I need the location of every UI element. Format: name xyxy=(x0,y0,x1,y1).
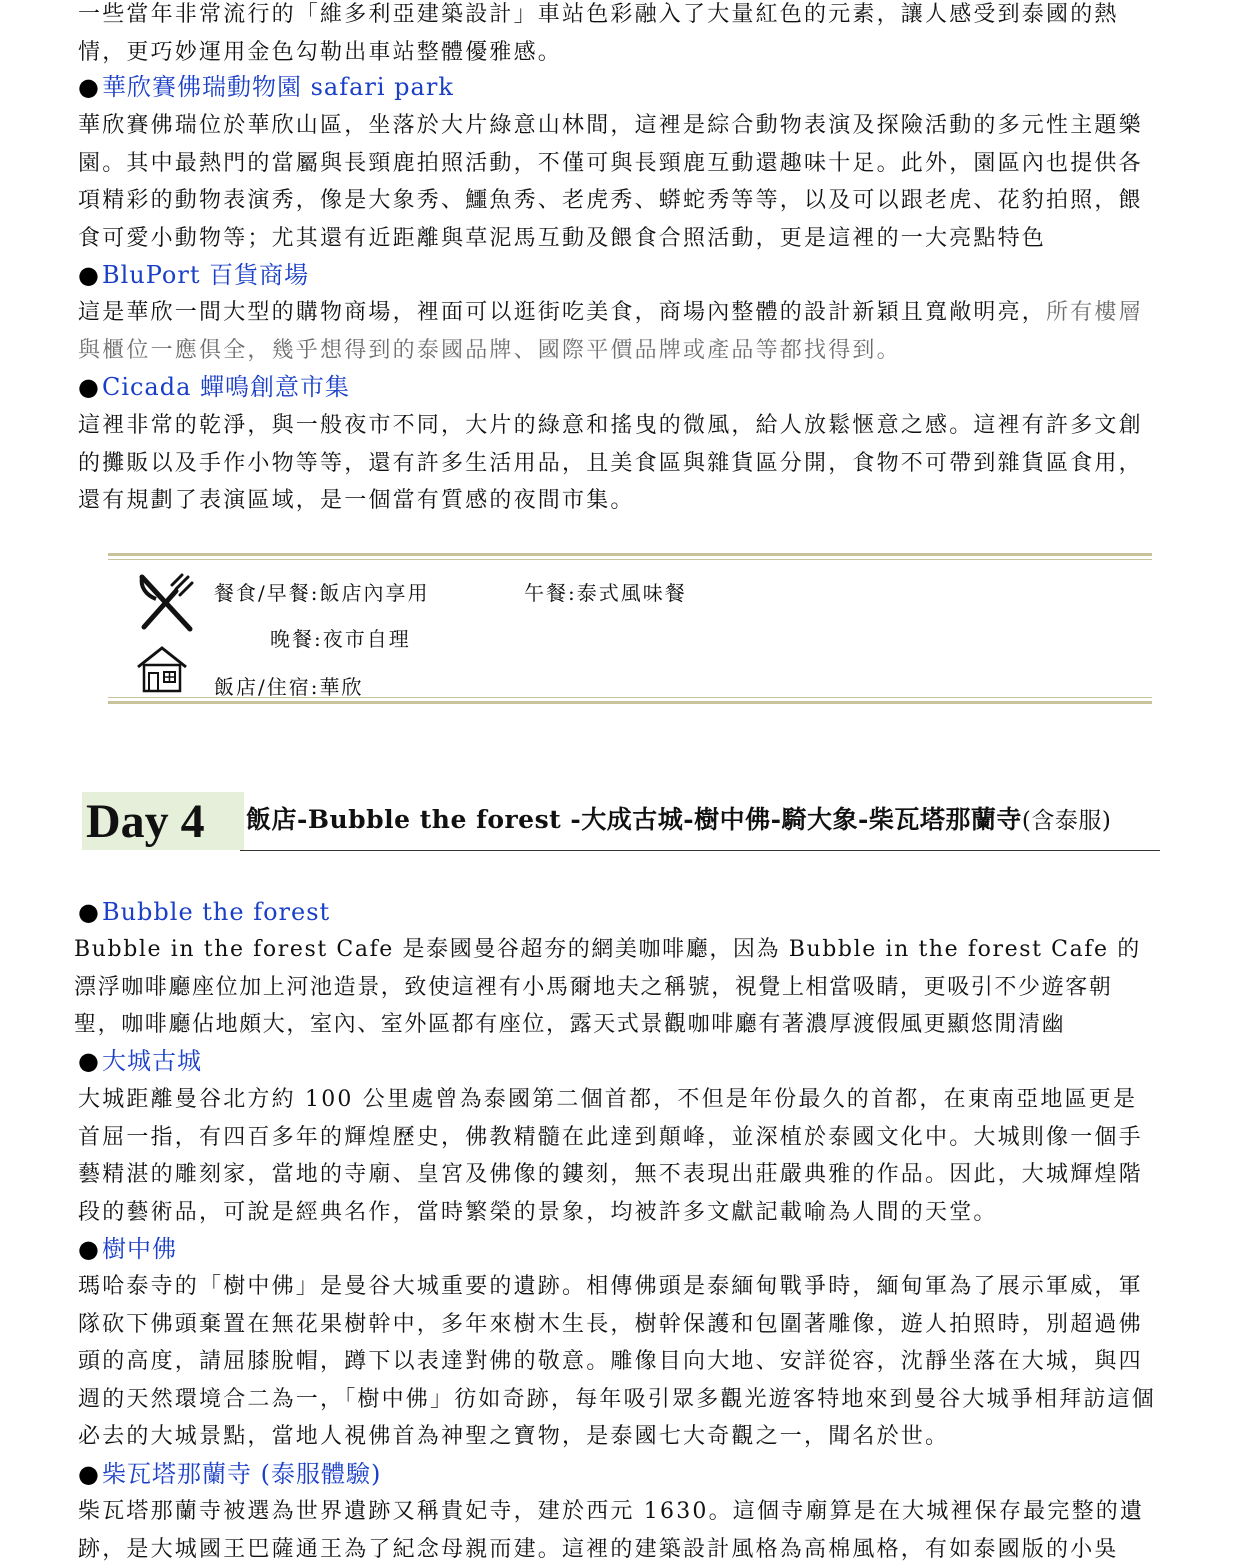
intro-paragraph: 一些當年非常流行的「維多利亞建築設計」車站色彩融入了大量紅色的元素，讓人感受到泰國的熱情，更巧妙運用金色勾勒出車站整體優雅感。 xyxy=(78,2,1119,65)
section-body-cicada: 這裡非常的乾淨，與一般夜市不同，大片的綠意和搖曳的微風，給人放鬆愜意之感。這裡有許多文創的攤販以及手作小物等等，還有許多生活用品，且美食區與雜貨區分開，食物不可帶到雜貨區食用，還有規劃了表演區域，是一個當有質感的夜間市集。 xyxy=(78,413,1143,513)
day-title xyxy=(246,800,1111,836)
house-icon xyxy=(136,645,188,693)
bullet-icon: ● xyxy=(78,1460,100,1488)
day-badge: Day 4 xyxy=(82,792,244,850)
dinner-text: 晚餐:夜市自理 xyxy=(270,627,411,651)
section-title: Cicada 蟬鳴創意市集 xyxy=(101,373,351,401)
meal-info-box xyxy=(108,553,1152,711)
section-heading-tree-buddha xyxy=(78,1231,177,1268)
section-title: 柴瓦塔那蘭寺 (泰服體驗) xyxy=(101,1460,382,1488)
section-body-tree-buddha: 瑪哈泰寺的「樹中佛」是曼谷大城重要的遺跡。相傳佛頭是泰緬甸戰爭時，緬甸軍為了展示軍威，軍隊砍下佛頭棄置在無花果樹幹中，多年來樹木生長，樹幹保護和包圍著雕像，遊人拍照時，別超過佛頭的高度，請屈膝脫帽，蹲下以表達對佛的敬意。雕像目向大地、安詳從容，沈靜坐落在大城，與四週的天然環境合二為一，「樹中佛」彷如奇跡，每年吸引眾多觀光遊客特地來到曼谷大城爭相拜訪這個必去的大城景點，當地人視佛首為神聖之寶物，是泰國七大奇觀之一，聞名於世。 xyxy=(78,1274,1157,1449)
section-heading-bluport xyxy=(78,257,309,294)
section-title: 大城古城 xyxy=(101,1047,202,1075)
section-title: Bubble the forest xyxy=(101,898,331,926)
section-title: BluPort 百貨商場 xyxy=(101,261,310,289)
section-body-ayutthaya: 大城距離曼谷北方約 100 公里處曾為泰國第二個首都，不但是年份最久的首都，在東南亞地區更是首屈一指，有四百多年的輝煌歷史，佛教精髓在此達到顛峰，並深植於泰國文化中。大城則像一個手藝精湛的雕刻家，當地的寺廟、皇宮及佛像的鏤刻，無不表現出莊嚴典雅的作品。因此，大城輝煌階段的藝術品，可說是經典名作，當時繁榮的景象，均被許多文獻記載喻為人間的天堂。 xyxy=(78,1087,1143,1225)
lunch-text: 午餐:泰式風味餐 xyxy=(524,581,687,605)
body-gray-text: 所有樓層與櫃位一應俱全，幾乎想得到的泰國品牌、國際平價品牌或產品等都找得到。 xyxy=(78,300,1143,363)
top-rule-thin xyxy=(108,559,1152,560)
section-body-chaiwatthanaram: 柴瓦塔那蘭寺被選為世界遺跡又稱貴妃寺，建於西元 1630。這個寺廟算是在大城裡保存最完整的遺跡，是大城國王巴薩通王為了紀念母親而建。這裡的建築設計風格為高棉風格，有如泰國版的小吳 xyxy=(78,1499,1145,1562)
section-heading-safari-park xyxy=(78,69,454,106)
section-heading-cicada xyxy=(78,369,350,406)
bullet-icon: ● xyxy=(78,373,100,401)
section-heading-bubble-forest xyxy=(78,894,330,931)
bullet-icon: ● xyxy=(78,1235,100,1263)
day-title-suffix: (含泰服) xyxy=(1021,808,1112,834)
bullet-icon: ● xyxy=(78,1047,100,1075)
breakfast-text: 餐食/早餐:飯店內享用 xyxy=(214,581,430,605)
day-route: 飯店-Bubble the forest -大成古城-樹中佛-騎大象-柴瓦塔那蘭寺 xyxy=(246,805,1022,834)
section-heading-ayutthaya xyxy=(78,1043,202,1080)
body-main-text: 這是華欣一間大型的購物商場，裡面可以逛街吃美食，商場內整體的設計新穎且寬敞明亮， xyxy=(78,300,1047,325)
day-title-underline xyxy=(240,850,1160,851)
bottom-rule xyxy=(108,701,1152,704)
bullet-icon: ● xyxy=(78,898,100,926)
section-body-bluport xyxy=(78,294,1158,369)
section-heading-chaiwatthanaram xyxy=(78,1456,381,1493)
bullet-icon: ● xyxy=(78,261,100,289)
bullet-icon: ● xyxy=(78,73,100,101)
section-title: 華欣賽佛瑞動物園 safari park xyxy=(101,73,454,101)
section-body-safari-park: 華欣賽佛瑞位於華欣山區，坐落於大片綠意山林間，這裡是綜合動物表演及探險活動的多元性主題樂園。其中最熱門的當屬與長頸鹿拍照活動，不僅可與長頸鹿互動還趣味十足。此外，園區內也提供各項精彩的動物表演秀，像是大象秀、鱷魚秀、老虎秀、蟒蛇秀等等，以及可以跟老虎、花豹拍照，餵食可愛小動物等；尤其還有近距離與草泥馬互動及餵食合照活動，更是這裡的一大亮點特色 xyxy=(78,113,1143,251)
section-body-bubble-forest: Bubble in the forest Cafe 是泰國曼谷超夯的網美咖啡廳，因為 Bubble in the forest Cafe 的漂浮咖啡廳座位加上河池造景，致使這裡有小馬爾地夫之稱號，視覺上相當吸睛，更吸引不少遊客朝聖，咖啡廳佔地頗大，室內、室外區都有座位，露天式景觀咖啡廳有著濃厚渡假風更顯悠閒清幽 xyxy=(74,937,1141,1037)
section-title: 樹中佛 xyxy=(101,1235,177,1263)
top-rule xyxy=(108,553,1152,556)
hotel-text: 飯店/住宿:華欣 xyxy=(214,675,364,699)
fork-knife-icon xyxy=(136,573,196,633)
